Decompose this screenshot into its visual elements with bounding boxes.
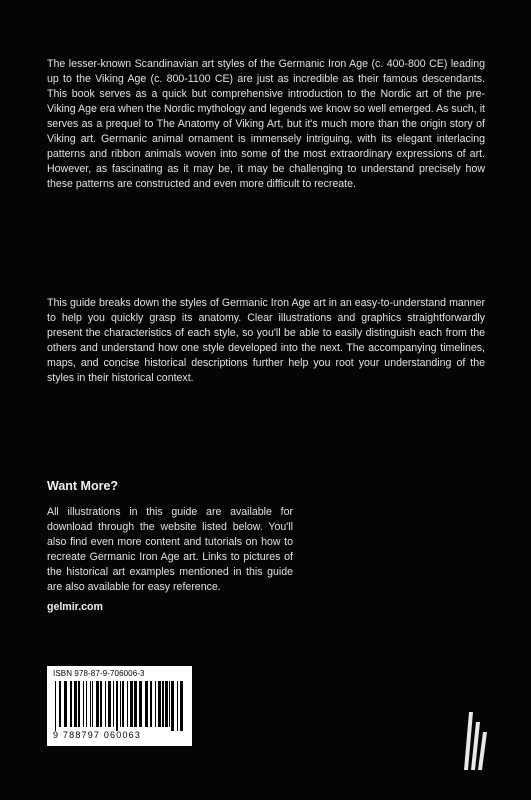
barcode-digits: 9 788797 060063	[53, 730, 142, 740]
barcode-bar	[127, 681, 128, 727]
barcode-bar	[169, 681, 170, 727]
barcode-bars	[53, 681, 186, 731]
barcode-bar	[86, 681, 87, 727]
barcode-bar	[116, 681, 118, 731]
barcode-bar	[165, 681, 168, 727]
barcode-bar	[113, 681, 114, 727]
barcode-bar	[70, 681, 72, 727]
barcode-bar	[100, 681, 102, 727]
website-link[interactable]: gelmir.com	[47, 601, 103, 613]
isbn-label: ISBN 978-87-9-706006-3	[53, 669, 145, 678]
barcode-bar	[134, 681, 137, 727]
barcode-bar	[108, 681, 111, 727]
barcode-bar	[59, 681, 61, 727]
barcode-bar	[150, 681, 152, 727]
barcode-bar	[177, 681, 178, 731]
barcode-bar	[55, 681, 56, 731]
barcode-bar	[74, 681, 77, 727]
barcode-bar	[155, 681, 156, 727]
barcode-bar	[139, 681, 142, 727]
want-more-body: All illustrations in this guide are available for download through the website listed below. You'll also find even more content and tutorials on how to recreate Germanic Iron Age art. Links to pictures of the historical art examples mentioned in this guide are also available for easy reference.	[47, 506, 293, 593]
barcode-bar	[83, 681, 84, 727]
barcode-bar	[90, 681, 91, 727]
want-more-heading: Want More?	[47, 479, 119, 493]
barcode-bar	[78, 681, 80, 727]
barcode-bar	[171, 681, 174, 731]
barcode-bar	[120, 681, 121, 727]
barcode-bar	[64, 681, 67, 727]
barcode-bar	[158, 681, 161, 727]
isbn-barcode	[47, 666, 192, 746]
barcode-bar	[130, 681, 133, 727]
barcode-bar	[92, 681, 93, 727]
blurb-paragraph-2: This guide breaks down the styles of Germanic Iron Age art in an easy-to-understand manner to help you quickly grasp its anatomy. Clear illustrations and graphics straightforwardly present the characteristics of each style, so you'll be able to easily distinguish each from the others and understand how one style developed into the next. The accompanying timelines, maps, and concise historical descriptions further help you root your understanding of the styles in their historical context.	[47, 297, 485, 384]
publisher-logo-icon	[464, 712, 488, 770]
blurb-paragraph-1: The lesser-known Scandinavian art styles of the Germanic Iron Age (c. 400-800 CE) leading up to the Viking Age (c. 800-1100 CE) are just as incredible as their famous descendants. This book serves as a quick but comprehensive introduction to the Nordic art of the pre-Viking Age era when the Nordic mythology and legends we know so well emerged. As such, it serves as a prequel to The Anatomy of Viking Art, but it's much more than the origin story of Viking art. Germanic animal ornament is immensely intriguing, with its elegant interlacing patterns and ribbon animals woven into some of the most extraordinary expressions of art. However, as fascinating as it may be, it may be challenging to understand precisely how these patterns are constructed and even more difficult to recreate.	[47, 58, 485, 190]
barcode-bar	[180, 681, 183, 731]
barcode-bar	[96, 681, 99, 727]
barcode-bar	[145, 681, 148, 727]
barcode-bar	[122, 681, 124, 727]
barcode-bar	[162, 681, 164, 727]
barcode-bar	[105, 681, 106, 727]
